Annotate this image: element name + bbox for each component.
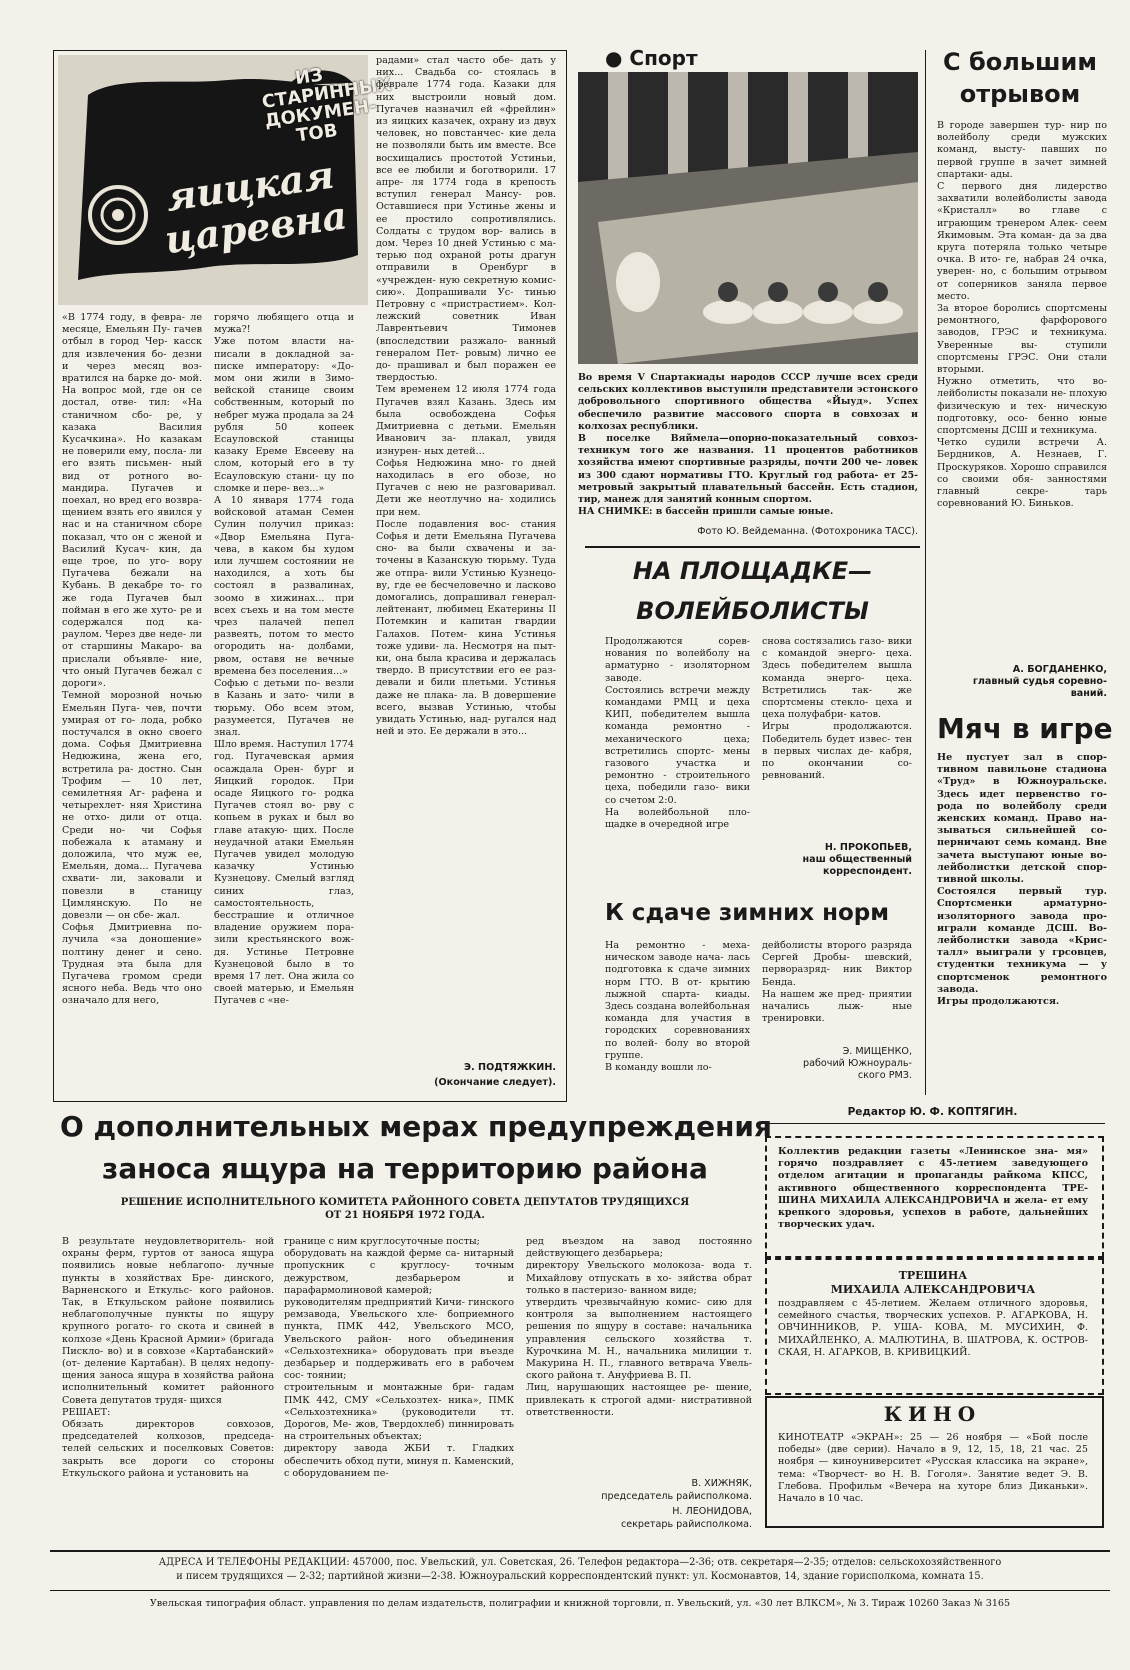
tsarevna-col1: «В 1774 году, в февра- ле месяце, Емельян Пу- гачев отбыл в город Чер- касск для извлечения бо- дезни и через месяц воз- вратился на барке до- мой. На вопрос мой, где он се достал, отве- тил: «На станичном сбо- ре, у казака Василия Кусачкина». Но казакам не поверили ему, посла- ли его взять письмен- ный вид от ротного во- мандира. Пугачев и поехал, но вред его возвра- щением взять его явился у нас и на станичном сборе показал, что он с женой и Василий Кусач- кин, да еще трое, по уго- вору Пугачева бежали на Кубань. В декабре то- го же года Пугачев был пойман в его же хуто- ре и содержался под ка- раулом. Через две неде- ли от старшины Макаро- ва прислали объявле- ние, что оный Пугачев бежал с дороги». Темной морозной ночью Емельян Пуга- чев, почти умирая от го- лода, робко постучался в окно своего дома. Софья Дмитриевна Недюжина, жена его, встретила ра- достно. Сын Трофим — 10 лет, семилетняя Аг- рафена и четырехлет- няя Христина не отхо- дили от отца. Среди но- чи Софья побежала к атаману и доложила, что муж ее, Емельян, дома... Пугачева схвати- ли, заковали и повезли в станицу Цимлянскую. По не довезли — он сбе- жал. Софья Дмитриевна по- лучила «за доношение» полтину денег и сено. Трудная эта была для Пугачева громом среди ясного неба. Ведь что оно означало для него,: [62, 312, 202, 1007]
banner-top-text: ИЗ СТАРИННЫХ ДОКУМЕН- ТОВ: [260, 64, 393, 147]
big-lead-title-1: С большим: [943, 48, 1097, 76]
volleyball-col2: снова состязались газо- вики с командой энерго- цеха. Здесь победителем вышла команда энерго- цеха. Встретились так- же спортсмены стекло- цеха и цеха полуфабри- катов. Игры продолжаются. Победитель будет извес- тен в первых числах де- кабря, по окончании со- ревнований.: [762, 636, 912, 782]
ball-title: Мяч в игре: [937, 712, 1113, 745]
winter-title: К сдаче зимних норм: [605, 900, 890, 926]
tsarevna-note: (Окончание следует).: [434, 1077, 556, 1088]
sport-caption: Во время V Спартакиады народов СССР лучше всех среди сельских коллективов выступили представители эстонского добровольного спортивного общества «Йыуд». Успех обеспечило развитие массового спорта в совхозах и колхозах республики. В поселке Вяймела—опорно-показательный совхоз- техникум того же названия. 11 процентов работников хозяйства имеют спортивные разряды, почти 200 че- ловек из 300 сдают нормативы ГТО. Круглый год работа- ет 25-метровый закрытый плавательный бассейн. Есть стадион, тир, манеж для занятий конным спортом. НА СНИМКЕ: в бассейн пришли самые юные.: [578, 372, 918, 518]
volleyball-title-2: ВОЛЕЙБОЛИСТЫ: [636, 597, 869, 625]
decree-signature-1-role: председатель райисполкома.: [601, 1491, 752, 1502]
decree-col1: В результате неудовлетворитель- ной охраны ферм, гуртов от заноса ящура появились новые неблагопо- лучные пункты в хозяйствах Бре- динского, Варненского и Еткульс- кого районов. Так, в Еткульском районе появились неблагополучные пункты по ящуру крупного рогато- го скота и свиней в колхозе «День Красной Армии» (бригада Пискло- во) и в совхозе «Картабанский» (от- деление Картабан). В целях недопу- щения заноса ящура в хозяйства района исполнительный комитет районного Совета депутатов трудя- щихся РЕШАЕТ: Обязать директоров совхозов, председателей колхозов, председа- телей сельских и поселковых Советов: закрыть все дороги со стороны Еткульского района и установить на: [62, 1236, 274, 1479]
kino-text: КИНОТЕАТР «ЭКРАН»: 25 — 26 ноября — «Бой после победы» (две серии). Начало в 9, 12, 15, 18, 21 час. 25 ноября — киноуниверситет «Русская классика на экране», тема: «Творчест- во Н. В. Гоголя». Занятие ведет Э. В. Глебова. Профильм «Вечера на хуторе близ Диканьки». Начало в 10 час.: [778, 1432, 1088, 1505]
tsarevna-col3: радами» стал часто обе- дать у них... Свадьба со- стоялась в феврале 1774 года. Казаки для них выстроили новый дом. Пугачев назначил ей «фрейлин» из яицких казачек, охрану из двух человек, но повстанчес- кие дела не позволяли быть им вместе. Все восхищались простотой Устиньи, все ее любили и боготворили. 17 апре- ля 1774 года в крепость вступил генерал Мансу- ров. Оставшиеся при Устинье жены и ее простило сопротивлялись. Солдаты с трудом вор- вались в дом. Через 10 дней Устинью с ма- терью под охраной роты драгун отправили в Оренбург в «учрежден- ную секретную комис- сию». Допрашивали Ус- тинью Петровну с «пристрастием». Кол- лежский советник Иван Лаврентьевич Тимонев (впоследствии разжало- ванный генералом Пет- ровым) лично ее до- прашивал и был поражен ее твердостью. Тем временем 12 июля 1774 года Пугачев взял Казань. Здесь им была освобождена Софья Дмитриевна с детьми. Емельян Иванович за- плакал, увидя изнурен- ных детей... Софья Недюжина мно- го дней находилась в его обозе, но Пугачев с нею не разговаривал. Дети же неотлучно на- ходились при нем. После подавления вос- стания Софья и дети Емельяна Пугачева сно- ва были схвачены и за- точены в Казанскую тюрьму. Туда же отпра- вили Устинью Кузнецо- ву, где ее бесчеловечно и ласково домогались, допрашивал генерал-лейтенант, любимец Екатерины II Потемкин и капитан гвардии Галахов. Потем- кина Устинья тоже удиви- ла. Несмотря на пыт- ки, она была красива и держалась твердо. В присутствии его ее раз- девали и били плетьми. Устинья даже не плака- ла. В довершение всего, вызвав Устинью, чтобы увидать Устинью, над- ругался над ней и это. Ее держали в это...: [376, 55, 556, 738]
volleyball-col1: Продолжаются сорев- нования по волейболу на арматурно - изоляторном заводе. Состоялись встречи между командами РМЦ и цеха КИП, победителем вышла команда ремонтно - механического цеха; встретились спортс- мены газового участка и ремонтно - строительного цеха, победили газо- вики со счетом 2:0. На волейбольной пло- щадке в очередной игре: [605, 636, 750, 831]
big-lead-text: В городе завершен тур- нир по волейболу среди мужских команд, высту- павших по первой группе в зачет зимней спартаки- ады. С первого дня лидерство захватили волейболисты завода «Кристалл» во главе с играющим тренером Алек- сеем Якимовым. Эта коман- да за два круга потеряла только четыре очка. В ито- ге, набрав 24 очка, уверен- но, с большим отрывом от соперников заняла первое место. За второе боролись спортсмены ремонтного, фарфорового заводов, ГРЭС и техникума. Уверенные вы- ступили спортсмены ГРЭС. Они стали вторыми. Нужно отметить, что во- лейболисты показали не- плохую физическую и тех- ническую подготовку, осо- бенно юные спортсмены ДСШ и техникума. Четко судили встречи А. Бердников, А. Незнаев, Г. Проскуряков. Хорошо справился со своими обя- занностями главный секре- тарь соревнований Ю. Биньков.: [937, 120, 1107, 510]
footer-rule-bottom: [50, 1590, 1110, 1591]
big-lead-signature: А. БОГДАНЕНКО, главный судья соревно- ваний.: [972, 664, 1107, 699]
footer-address-1: АДРЕСА И ТЕЛЕФОНЫ РЕДАКЦИИ: 457000, пос. Увельский, ул. Советская, 26. Телефон редактора—2-36; отв. секретаря—2-35; отделов: сельскохозяйственного: [158, 1557, 1002, 1568]
congrats-name-1: ТРЕШИНА: [898, 1269, 968, 1282]
tsarevna-col2: горячо любящего отца и мужа?! Уже потом власти на- писали в докладной за- писке императору: «До- мом они жили в Зимо- вейской станице своим собственным, который по небрег мужа продала за 24 рубля 50 копеек Есауловской станицы казаку Ереме Евсееву на слом, который его в ту Есауловскую стани- цу по сломке и пере- вез...» А 10 января 1774 года войсковой атаман Семен Сулин получил приказ: «Двор Емельяна Пуга- чева, в каком бы худом или лучшем состоянии не находился, а хоть бы состоял в развалинах, зоомо в хижинах... при всех съехь и на том месте чрез палачей пепел развеять, потом то место огородить на- долбами, рвом, оставя не вечные времена без поселения...» Софью с детьми по- везли в Казань и зато- чили в тюрьму. Обо всем этом, разумеется, Пугачев не знал. Шло время. Наступил 1774 год. Пугачевская армия осаждала Орен- бург и Яицкий городок. При осаде Яицкого го- родка Пугачев стоял во- рву с копьем в руках и был во главе атакую- щих. После неудачной атаки Емельян Пугачев увидел молодую казачку Устинью Кузнецову. Смелый взгляд синих глаз, самостоятельность, бесстрашие и отличное владение оружием пора- зили крестьянского вож- дя. Устинье Петровне Кузнецовой было в то время 17 лет. Она жила со своей матерью, и Емельян Пугачев с «не-: [214, 312, 354, 1007]
decree-title-2: заноса ящура на территорию района: [102, 1152, 708, 1185]
decree-signature-1: В. ХИЖНЯК,: [691, 1478, 752, 1489]
editor-line: Редактор Ю. Ф. КОПТЯГИН.: [760, 1106, 1105, 1124]
winter-col1: На ремонтно - меха- ническом заводе нача- лась подготовка к сдаче зимних норм ГТО. В от- крытию лыжной спарта- киады. Здесь создана волейбольная команда для участия в городских соревнованиях по волей- болу во второй группе. В команду вошли ло-: [605, 940, 750, 1074]
footer-rule-top: [50, 1550, 1110, 1552]
kino-title: КИНО: [883, 1402, 982, 1426]
congrats-text-1: Коллектив редакции газеты «Ленинское зна- мя» горячо поздравляет с 45-летием заведующего отделом агитации и пропаганды райкома КПСС, активного общественного корреспондента ТРЕ- ШИНА МИХАИЛА АЛЕКСАНДРОВИЧА и жела- ет ему крепкого здоровья, успехов в работе, дальнейших творческих удач.: [778, 1146, 1088, 1231]
divider-vertical-right: [925, 50, 926, 1095]
decree-signature-2-role: секретарь райисполкома.: [620, 1519, 752, 1530]
ball-text: Не пустует зал в спор- тивном павильоне стадиона «Труд» в Южноуральске. Здесь идет первенство го- рода по волейболу среди женских команд. Право на- зываться сильнейшей со- перничают семь команд. Вне зачета выступают юные во- лейболистки детской спор- тивной школы. Состоялся первый тур. Спортсменки арматурно- изоляторного завода про- играли команде ДСШ. Во- лейболистки завода «Крис- талл» выиграли у грсовцев, студентки техникума — у спортсменок ремонтного завода. Игры продолжаются.: [937, 752, 1107, 1008]
decree-subtitle-2: ОТ 21 НОЯБРЯ 1972 ГОДА.: [325, 1210, 485, 1221]
divider-sport: [585, 546, 920, 548]
winter-col2: дейболисты второго разряда Сергей Дробы- шевский, перворазряд- ник Виктор Бенда. На нашем же пред- приятии начались лыж- ные тренировки.: [762, 940, 912, 1025]
banner-title: яицкая царевна: [162, 151, 350, 263]
decree-title-1: О дополнительных мерах предупреждения: [60, 1110, 773, 1143]
congrats-text-2: поздравляем с 45-летием. Желаем отличного здоровья, семейного счастья, творческих успехов. Р. АГАРКОВА, Н. ОВЧИННИКОВ, Р. УША- КОВА, М. МУСИХИН, Ф. МИХАЙЛЕНКО, А. МАЛЮТИНА, В. ШАТРОВА, К. ОСТРОВ- СКАЯ, Н. АГАРКОВ, В. КРИВИЦКИЙ.: [778, 1298, 1088, 1358]
sport-section-label: ● Спорт: [605, 46, 698, 70]
volleyball-title-1: НА ПЛОЩАДКЕ—: [632, 557, 873, 585]
decree-subtitle-1: РЕШЕНИЕ ИСПОЛНИТЕЛЬНОГО КОМИТЕТА РАЙОННОГО СОВЕТА ДЕПУТАТОВ ТРУДЯЩИХСЯ: [120, 1197, 690, 1208]
big-lead-title-2: отрывом: [959, 80, 1081, 108]
banner-image: [58, 55, 393, 305]
footer-address-2: и писем трудящихся — 2-32; партийной жизни—2-38. Южноуральский корреспондентский пункт: ул. Космонавтов, 14, здание горисполкома, комната 15.: [176, 1571, 984, 1582]
decree-col3: ред въездом на завод постоянно действующего дезбарьера; директору Увельского молокоза- вода т. Михайлову отпускать в хо- зяйства обрат только в пастеризо- ванном виде; утвердить чрезвычайную комис- сию для контроля за выполнением настоящего решения по ящуру в составе: начальника управления сельского хозяйства т. Курочкина М. Н., начальника милиции т. Макурина Н. П., главного ветврача Увель- ского района т. Ануфриева В. П. Лиц, нарушающих настоящее ре- шение, привлекать к строгой адми- нистративной ответственности.: [526, 1236, 752, 1418]
decree-col2: границе с ним круглосуточные посты; оборудовать на каждой ферме са- нитарный пропускник с круглосу- точным дежурством, дезбарьером и парафармолиновой камерой; руководителям предприятий Кичи- гинского ремзавода, Увельского хле- боприемного пункта, ПМК 442, Увельского МСО, Увельского район- ного объединения «Сельхозтехника» оборудовать при въезде дезбарьер и поддерживать его в рабочем сос- тоянии; строительным и монтажные бри- гадам ПМК 442, СМУ «Сельхозтех- ника», ПМК «Сельхозтехника» (руководители тт. Дорогов, Ме- жов, Твердохлеб) пиннировать на строительных объектах; директору завода ЖБИ т. Гладких обеспечить обход пути, минуя п. Каменский, с оборудованием пе-: [284, 1236, 514, 1479]
tsarevna-signature: Э. ПОДТЯЖКИН.: [464, 1062, 556, 1073]
footer-print: Увельская типография област. управления по делам издательств, полиграфии и книжной торговли, п. Увельский, ул. «30 лет ВЛКСМ», № 3. Тираж 10260 Заказ № 3165: [149, 1598, 1011, 1609]
pool-photo: [578, 72, 918, 364]
winter-signature: Э. МИЩЕНКО, рабочий Южноураль- ского РМЗ.: [803, 1046, 912, 1081]
sport-photo-credit: Фото Ю. Вейдеманна. (Фотохроника ТАСС).: [697, 526, 918, 537]
congrats-name-2: МИХАИЛА АЛЕКСАНДРОВИЧА: [830, 1283, 1036, 1296]
decree-signature-2: Н. ЛЕОНИДОВА,: [672, 1506, 752, 1517]
volleyball-signature: Н. ПРОКОПЬЕВ, наш общественный корреспондент.: [802, 842, 912, 877]
